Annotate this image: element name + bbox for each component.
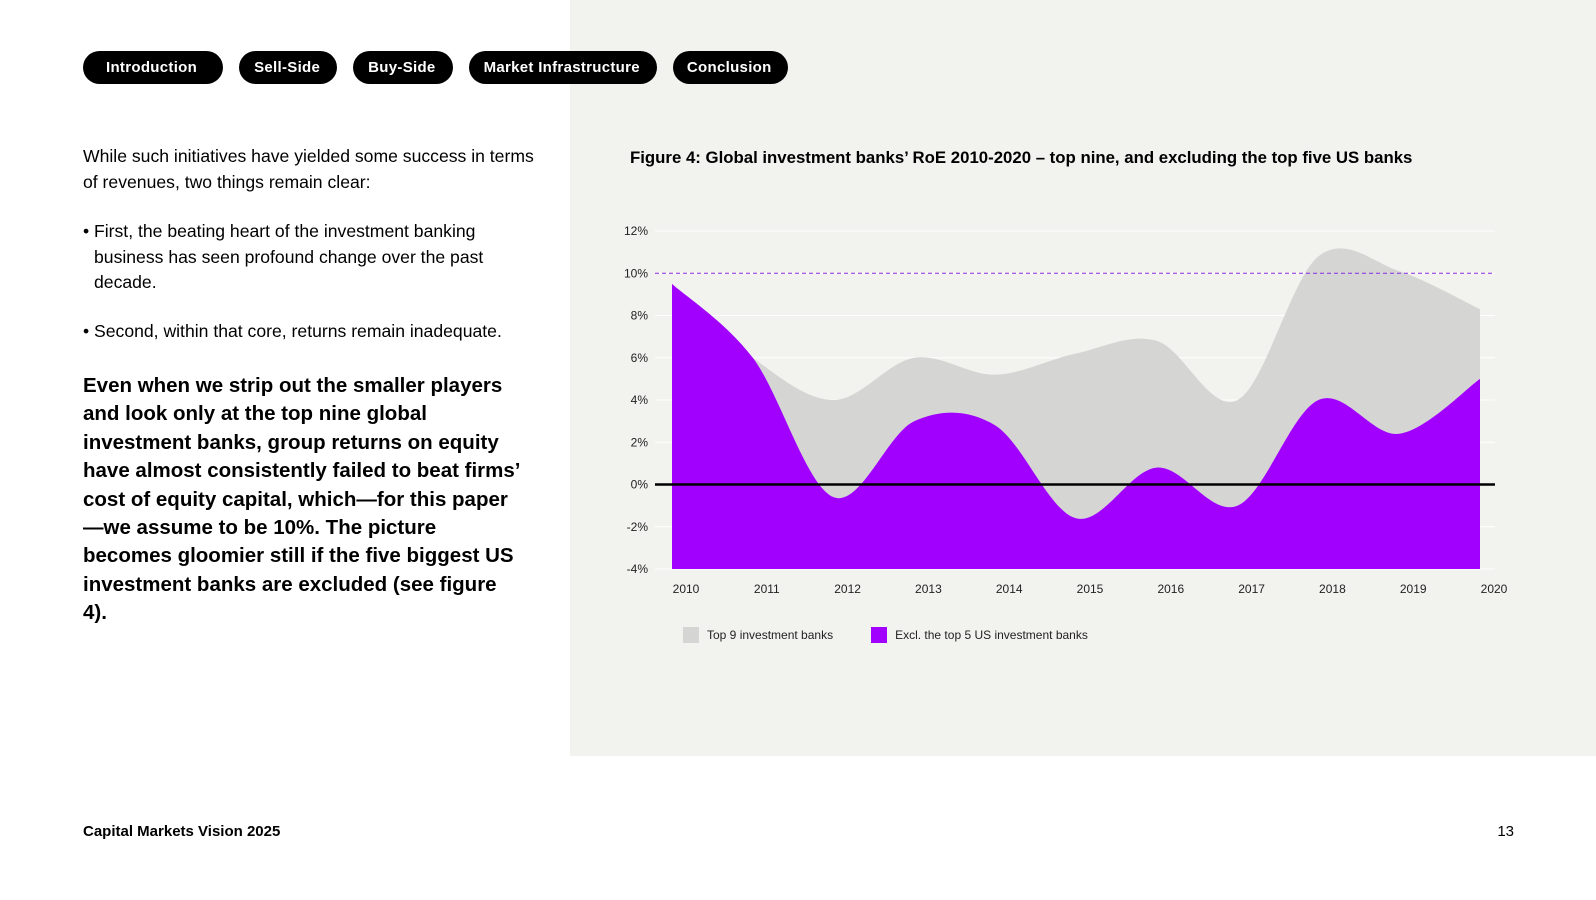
x-tick-label: 2013 [915,582,942,596]
section-nav [83,51,788,84]
x-tick-label: 2020 [1480,582,1508,596]
y-tick-label: 6% [630,350,648,365]
x-tick-label: 2014 [995,582,1023,596]
legend-item-excl-us [871,627,1088,643]
legend-swatch [683,627,699,643]
x-tick-label: 2011 [753,582,780,596]
nav-market-infrastructure[interactable]: Market Infrastructure [469,51,657,84]
bullet-text: First, the beating heart of the investment banking business has seen profound change over the past decade. [94,221,484,292]
intro-text: While such initiatives have yielded some success in terms of revenues, two things remain clear: [83,146,534,192]
chart-legend [683,627,1126,643]
bullet-text: Second, within that core, returns remain inadequate. [94,321,502,341]
y-tick-label: -2% [626,519,648,534]
y-tick-label: 0% [630,477,648,492]
y-tick-label: -4% [626,562,648,576]
legend-label: Excl. the top 5 US investment banks [895,628,1088,642]
bullet-item [83,219,563,296]
legend-label: Top 9 investment banks [707,628,834,642]
x-tick-label: 2010 [672,582,700,596]
roe-area-chart [600,215,1530,615]
x-tick-label: 2012 [834,582,861,596]
x-tick-label: 2015 [1076,582,1104,596]
bullet-dot: • [83,221,90,241]
y-tick-label: 12% [623,224,648,238]
y-tick-label: 2% [630,435,648,450]
footer-title: Capital Markets Vision 2025 [83,823,281,840]
y-tick-label: 4% [630,393,648,407]
y-tick-label: 8% [630,308,648,323]
legend-item-top9 [683,627,833,643]
nav-buy-side[interactable]: Buy-Side [353,51,452,84]
x-tick-label: 2016 [1157,582,1185,596]
figure-title: Figure 4: Global investment banks’ RoE 2010-2020 – top nine, and excluding the top five US banks [630,148,1413,167]
nav-conclusion[interactable]: Conclusion [673,51,788,84]
y-tick-label: 10% [623,266,648,281]
x-tick-label: 2017 [1238,582,1265,596]
nav-introduction[interactable]: Introduction [83,51,223,84]
nav-sell-side[interactable]: Sell-Side [239,51,337,84]
legend-swatch [871,627,887,643]
lead-paragraph: Even when we strip out the smaller players and look only at the top nine global investment banks, group returns on equity have almost consistently failed to beat firms’ cost of equity capital, which—for this paper—we assume to be 10%. The picture becomes gloomier still if the five biggest US investment banks are excluded (see figure 4). [83,374,520,625]
page-number: 13 [1497,823,1514,840]
bullet-dot: • [83,321,90,341]
bullet-item [83,319,563,345]
intro-paragraph [83,144,553,195]
x-tick-label: 2018 [1319,582,1346,596]
x-tick-label: 2019 [1399,582,1427,596]
